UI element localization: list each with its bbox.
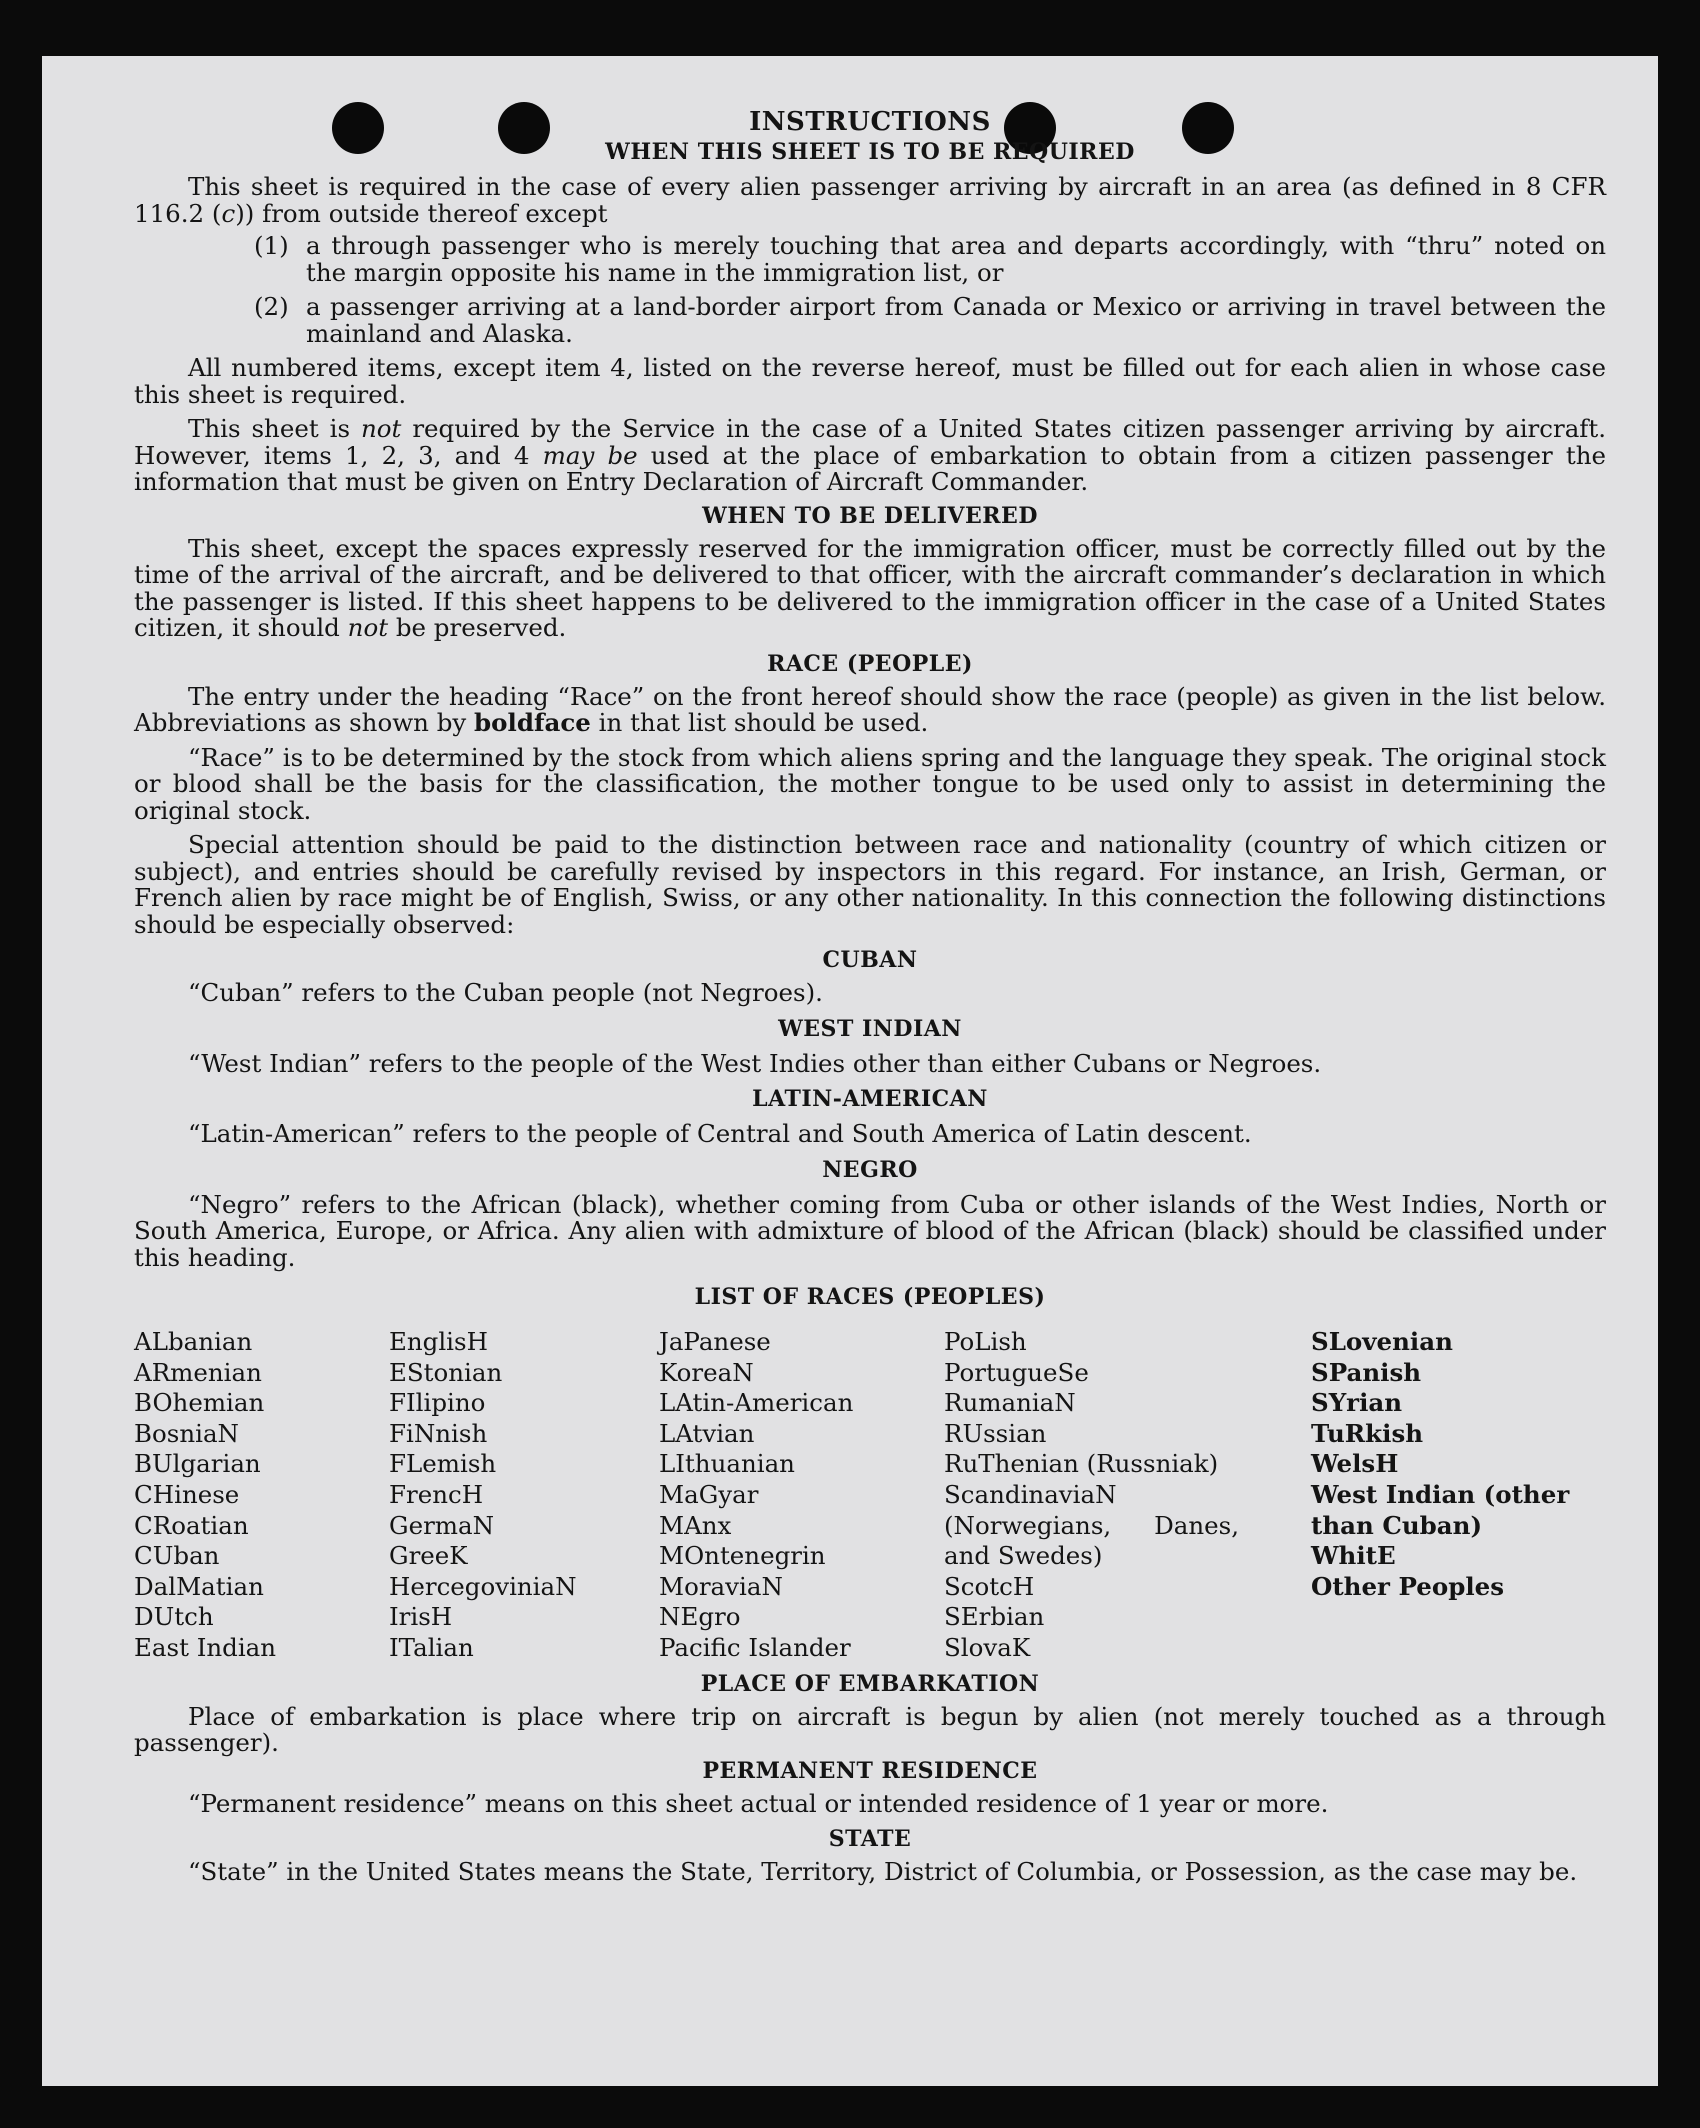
race-entry: TuRkish	[1311, 1418, 1424, 1448]
section-heading-when-delivered: WHEN TO BE DELIVERED	[702, 502, 1038, 529]
race-entry: SLovenian	[1311, 1327, 1453, 1356]
race-entry: IrisH	[389, 1602, 453, 1632]
race-entry: EStonian	[389, 1357, 503, 1387]
race-entry: KoreaN	[659, 1357, 754, 1387]
race-entry: MoraviaN	[659, 1571, 783, 1601]
race-entry: SPanish	[1311, 1357, 1422, 1387]
races-column-2	[389, 1327, 659, 1664]
race-entry: ScandinaviaN (Norwegians, Danes, and Swedes)	[944, 1479, 1239, 1571]
item-number: (2)	[254, 292, 289, 321]
paragraph-numbered-items: All numbered items, except item 4, listed on the reverse hereof, must be filled out for each alien in whose case this sheet is required.	[134, 353, 1606, 409]
race-entry: CUban	[134, 1541, 220, 1571]
paragraph-residence: “Permanent residence” means on this sheet actual or intended residence of 1 year or more.	[188, 1788, 1329, 1818]
race-entry: RuThenian (Russniak)	[944, 1449, 1219, 1479]
race-entry: WelsH	[1311, 1449, 1399, 1479]
race-entry: WhitE	[1311, 1541, 1396, 1571]
section-heading-residence: PERMANENT RESIDENCE	[702, 1757, 1038, 1784]
paragraph-race-nationality: Special attention should be paid to the distinction between race and nationality (country of which citizen or subject), and entries should be carefully revised by inspectors in this regard. For instance, an Irish, German, or French alien by race might be of English, Swiss, or any other nationality. In this connection the following distinctions should be especially observed:	[134, 830, 1606, 939]
race-entry: SYrian	[1311, 1388, 1403, 1418]
paragraph-cuban: “Cuban” refers to the Cuban people (not Negroes).	[188, 978, 823, 1007]
race-entry: LAtvian	[659, 1418, 755, 1448]
paragraph-state: “State” in the United States means the State, Territory, District of Columbia, or Possession, as the case may be.	[188, 1857, 1578, 1887]
paragraph-embarkation: Place of embarkation is place where trip on aircraft is begun by alien (not merely touched as a through passenger).	[134, 1701, 1606, 1758]
races-column-4	[944, 1327, 1239, 1664]
section-heading-when-required: WHEN THIS SHEET IS TO BE REQUIRED	[605, 139, 1135, 165]
paragraph-required: This sheet is required in the case of every alien passenger arriving by aircraft in an area (as defined in 8 CFR 116.2 (c)) from outside thereof except	[134, 172, 1606, 228]
race-entry: BUlgarian	[134, 1449, 261, 1479]
race-entry: GermaN	[389, 1510, 495, 1540]
exception-item-2	[254, 294, 1606, 347]
race-entry: Pacific Islander	[659, 1632, 851, 1662]
paragraph-latin-american: “Latin-American” refers to the people of Central and South America of Latin descent.	[188, 1119, 1252, 1148]
section-heading-negro: NEGRO	[822, 1156, 918, 1183]
race-entry: ARmenian	[134, 1357, 262, 1387]
section-heading-state: STATE	[828, 1826, 912, 1853]
races-column-5	[1311, 1327, 1581, 1664]
race-entry: FrencH	[389, 1479, 484, 1509]
race-entry: DalMatian	[134, 1571, 264, 1601]
item-text: a passenger arriving at a land-border airport from Canada or Mexico or arriving in travel between the mainland and Alaska.	[306, 292, 1606, 348]
race-entry: MAnx	[659, 1510, 732, 1540]
race-entry: NEgro	[659, 1602, 741, 1632]
races-column-3	[659, 1327, 944, 1664]
page-title: INSTRUCTIONS	[749, 107, 991, 137]
race-entry: CHinese	[134, 1479, 240, 1509]
race-entry: PortugueSe	[944, 1357, 1089, 1387]
item-text: a through passenger who is merely touching that area and departs accordingly, with “thru” noted on the margin opposite his name in the immigration list, or	[306, 231, 1606, 287]
race-entry: ScotcH	[944, 1571, 1035, 1601]
race-entry: EnglisH	[389, 1327, 488, 1356]
document-page	[42, 56, 1658, 2086]
race-entry: FLemish	[389, 1449, 497, 1479]
race-entry: West Indian (other than Cuban)	[1311, 1479, 1570, 1540]
section-heading-latin-american: LATIN-AMERICAN	[752, 1086, 988, 1112]
instructions-content	[134, 106, 1606, 1886]
race-entry: CRoatian	[134, 1510, 249, 1540]
race-entry: RumaniaN	[944, 1388, 1076, 1418]
paragraph-delivered: This sheet, except the spaces expressly reserved for the immigration officer, must be correctly filled out by the time of the arrival of the aircraft, and be delivered to that officer, with the aircraft commander’s declaration in which the passenger is listed. If this sheet happens to be delivered to the immigration officer in the case of a United States citizen, it should not be preserved.	[134, 533, 1606, 642]
paragraph-negro: “Negro” refers to the African (black), whether coming from Cuba or other islands of the West Indies, North or South America, Europe, or Africa. Any alien with admixture of blood of the African (black) should be classified under this heading.	[134, 1189, 1606, 1272]
race-entry: DUtch	[134, 1602, 214, 1632]
section-heading-embarkation: PLACE OF EMBARKATION	[700, 1670, 1040, 1697]
race-entry: ITalian	[389, 1632, 474, 1662]
race-entry: PoLish	[944, 1327, 1027, 1356]
race-entry: BosniaN	[134, 1418, 239, 1448]
race-entry: LIthuanian	[659, 1449, 795, 1479]
race-entry: SErbian	[944, 1602, 1045, 1632]
races-list	[134, 1327, 1606, 1664]
race-entry: FIlipino	[389, 1388, 486, 1418]
section-heading-cuban: CUBAN	[822, 947, 918, 973]
section-heading-west-indian: WEST INDIAN	[778, 1015, 962, 1042]
paragraph-race-entry: The entry under the heading “Race” on the front hereof should show the race (people) as given in the list below. Abbreviations as shown by boldface in that list should be used.	[134, 681, 1606, 737]
paragraph-race-stock: “Race” is to be determined by the stock from which aliens spring and the language they speak. The original stock or blood shall be the basis for the classification, the mother tongue to be used only to assist in determining the original stock.	[134, 742, 1606, 825]
paragraph-west-indian: “West Indian” refers to the people of the West Indies other than either Cubans or Negroes.	[188, 1048, 1322, 1078]
race-entry: BOhemian	[134, 1388, 265, 1418]
race-entry: MOntenegrin	[659, 1541, 826, 1571]
race-entry: FiNnish	[389, 1418, 488, 1448]
race-entry: East Indian	[134, 1632, 277, 1662]
section-heading-race: RACE (PEOPLE)	[767, 650, 973, 677]
paragraph-citizen: This sheet is not required by the Service in the case of a United States citizen passenger arriving by aircraft. However, items 1, 2, 3, and 4 may be used at the place of embarkation to obtain from a citizen passenger the information that must be given on Entry Declaration of Aircraft Commander.	[134, 414, 1607, 496]
exception-item-1	[254, 233, 1606, 286]
race-entry: GreeK	[389, 1541, 468, 1571]
race-entry: Other Peoples	[1311, 1571, 1505, 1601]
race-entry: HercegoviniaN	[389, 1571, 577, 1601]
race-entry: LAtin-American	[659, 1388, 854, 1418]
race-entry: SlovaK	[944, 1632, 1031, 1662]
race-entry: RUssian	[944, 1418, 1047, 1448]
item-number: (1)	[254, 231, 289, 260]
race-entry: ALbanian	[134, 1327, 253, 1356]
races-column-1	[134, 1327, 389, 1664]
races-list-heading: LIST OF RACES (PEOPLES)	[694, 1284, 1046, 1310]
race-entry: JaPanese	[659, 1327, 771, 1356]
race-entry: MaGyar	[659, 1479, 759, 1509]
